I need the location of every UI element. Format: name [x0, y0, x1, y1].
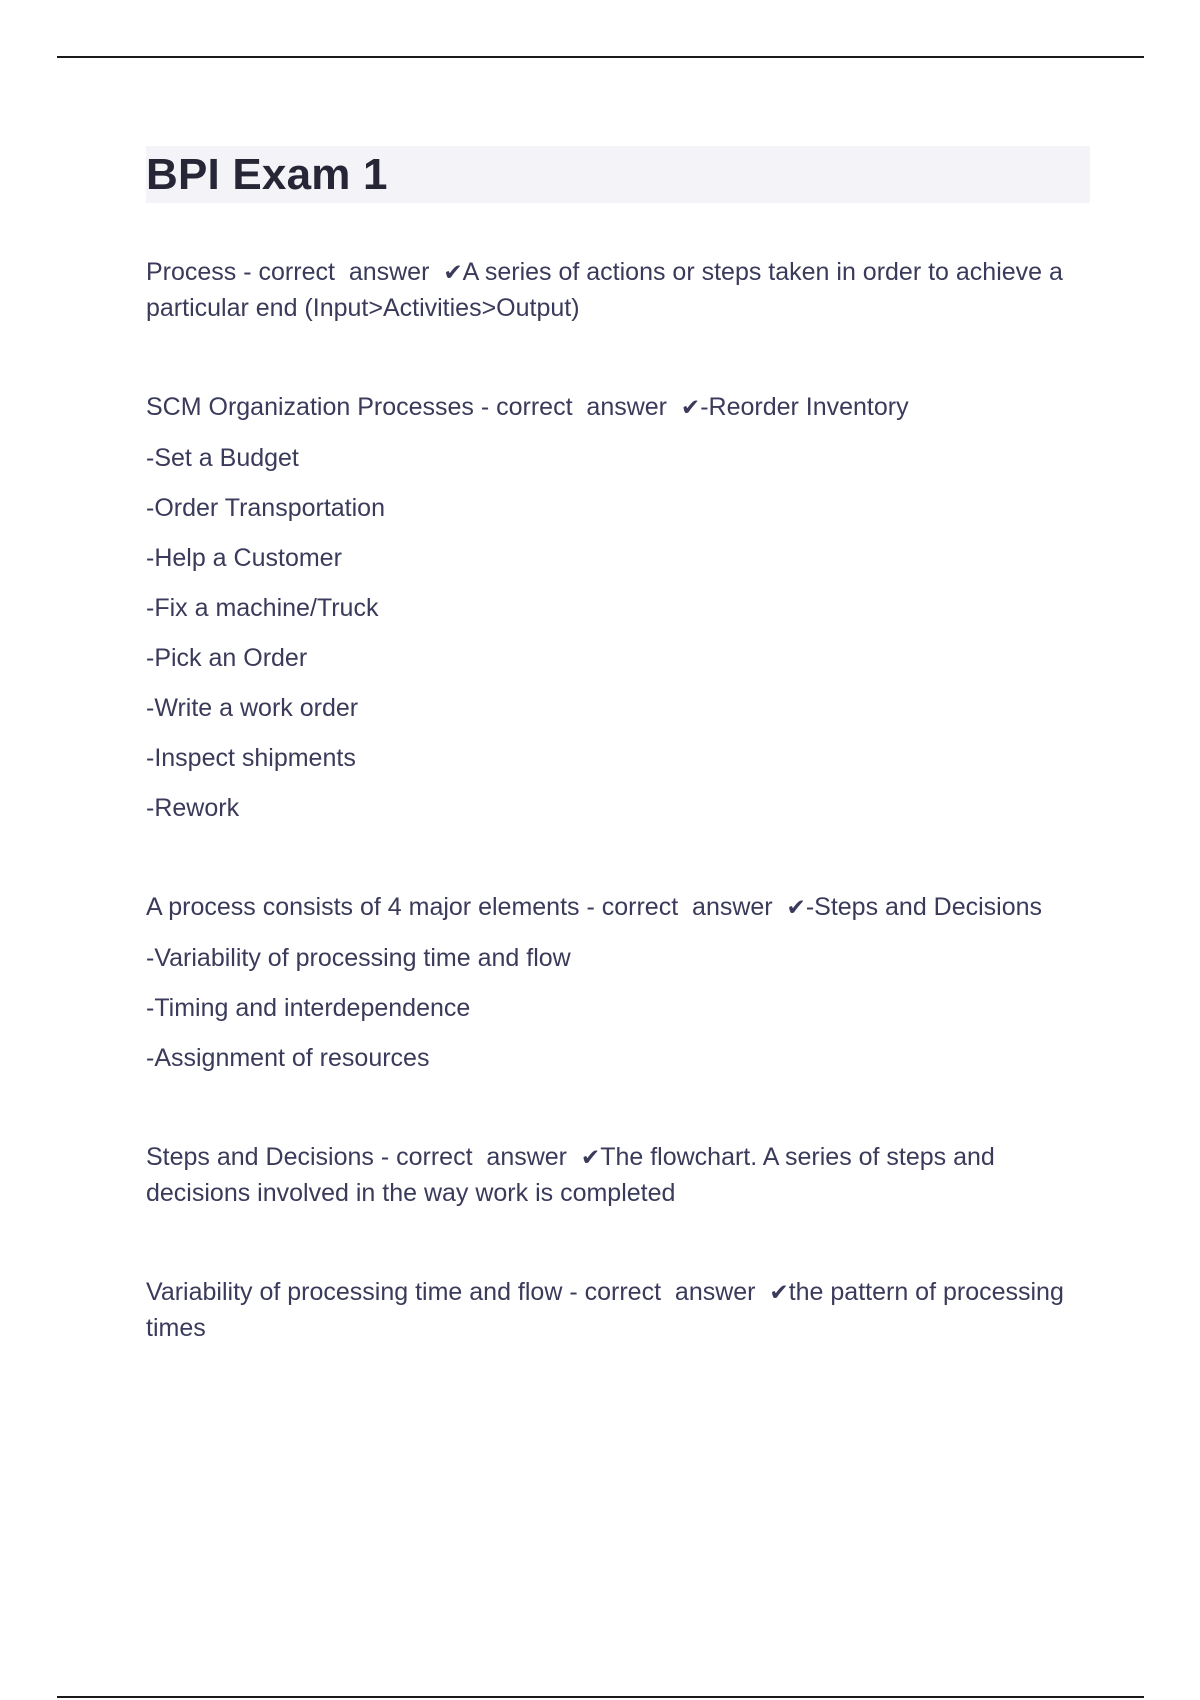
- term: Variability of processing time and flow: [146, 1278, 563, 1306]
- answer-separator: - correct answer: [562, 1278, 770, 1306]
- qa-item: [146, 255, 1090, 326]
- answer-list-item: -Assignment of resources: [146, 1044, 430, 1072]
- answer-list-item: -Set a Budget: [146, 444, 299, 472]
- top-rule: [57, 56, 1144, 58]
- answer: -Reorder Inventory: [700, 393, 909, 421]
- bottom-rule: [57, 1696, 1144, 1698]
- answer: The flowchart. A series of steps and decisions involved in the way work is completed: [146, 1143, 995, 1207]
- answer-list-item: -Timing and interdependence: [146, 994, 471, 1022]
- answer: the pattern of processing times: [146, 1278, 1064, 1342]
- answer-list-item: -Order Transportation: [146, 494, 385, 522]
- qa-item: [146, 390, 1090, 826]
- checkmark-icon: ✔: [769, 1280, 789, 1306]
- qa-item: [146, 1140, 1090, 1211]
- checkmark-icon: ✔: [786, 895, 806, 921]
- qa-line: [146, 1140, 1090, 1211]
- page-title: BPI Exam 1: [146, 149, 388, 199]
- answer: A series of actions or steps taken in order to achieve a particular end (Input>Activities>Output): [146, 258, 1063, 322]
- answer-list-item: -Inspect shipments: [146, 744, 356, 772]
- qa-item: [146, 890, 1090, 1076]
- answer-list-item: -Rework: [146, 794, 240, 822]
- checkmark-icon: ✔: [443, 260, 463, 286]
- qa-line: [146, 390, 1090, 426]
- qa-line: [146, 890, 1090, 926]
- qa-item: [146, 1275, 1090, 1346]
- checkmark-icon: ✔: [580, 1145, 601, 1171]
- answer-list-item: -Fix a machine/Truck: [146, 594, 379, 622]
- document-content: [146, 146, 1090, 1346]
- answer-list-item: -Write a work order: [146, 694, 359, 722]
- answer-separator: - correct answer: [236, 258, 444, 286]
- term: SCM Organization Processes: [146, 393, 474, 421]
- answer-list-item: -Variability of processing time and flow: [146, 944, 571, 972]
- answer-list-item: -Help a Customer: [146, 544, 342, 572]
- qa-line: [146, 255, 1090, 326]
- title-band: [146, 146, 1090, 203]
- term: Steps and Decisions: [146, 1143, 374, 1171]
- answer-list-item: -Pick an Order: [146, 644, 308, 672]
- answer-separator: - correct answer: [373, 1143, 581, 1171]
- answer-separator: - correct answer: [473, 393, 681, 421]
- term: A process consists of 4 major elements: [146, 893, 580, 921]
- answer-separator: - correct answer: [579, 893, 787, 921]
- checkmark-icon: ✔: [680, 395, 701, 421]
- term: Process: [146, 258, 237, 286]
- qa-line: [146, 1275, 1090, 1346]
- answer: -Steps and Decisions: [805, 893, 1043, 921]
